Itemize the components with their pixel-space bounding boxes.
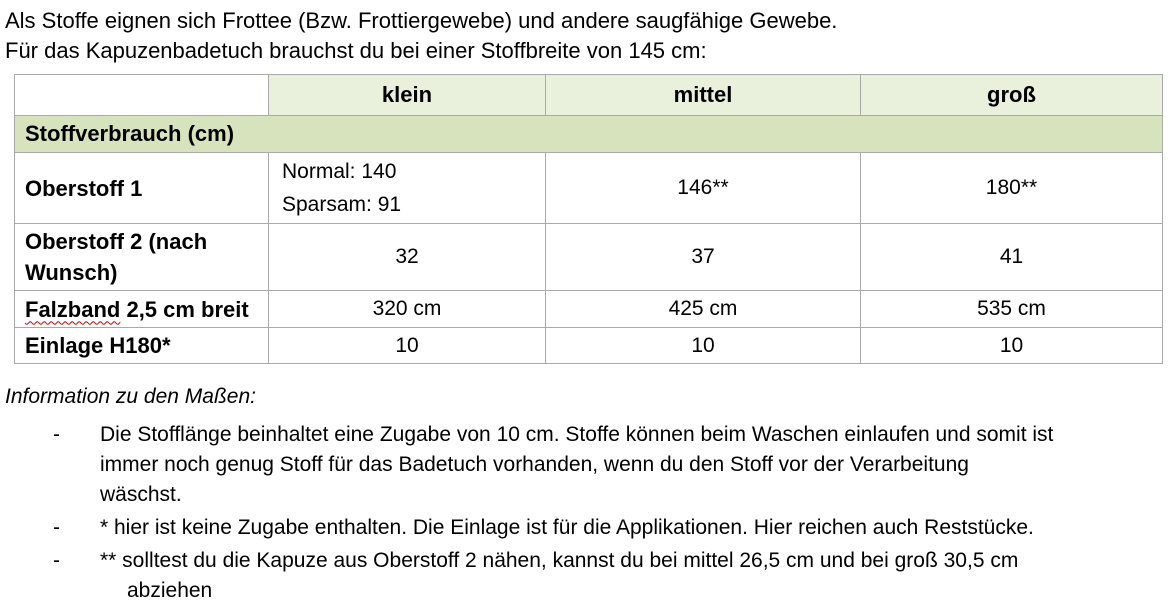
cell-gross: 41 <box>861 224 1163 291</box>
header-gross: groß <box>861 75 1163 116</box>
table-row-oberstoff-1 <box>15 153 1163 224</box>
bullet-text: ** solltest du die Kapuze aus Oberstoff 2 nähen, kannst du bei mittel 26,5 cm und bei groß 30,5 cm <box>100 549 1019 572</box>
bullet-continuation: abziehen <box>127 579 213 602</box>
cell-gross: 10 <box>861 328 1163 364</box>
bullet-marker: - <box>53 549 60 572</box>
bullet-text: Die Stofflänge beinhaltet eine Zugabe von 10 cm. Stoffe können beim Waschen einlaufen und somit ist immer noch genug Stoff für das Badetuch vorhanden, wenn du den Stoff vor der Verarbeitung wäschst. <box>100 423 1054 506</box>
section-header-cell: Stoffverbrauch (cm) <box>15 116 1163 153</box>
notes-heading: Information zu den Maßen: <box>5 385 256 408</box>
value-normal: Normal: 140 <box>282 160 397 183</box>
misspelled-word: Falzband <box>25 296 121 322</box>
row-label-rest: 2,5 cm breit <box>120 296 249 322</box>
bullet-text: * hier ist keine Zugabe enthalten. Die Einlage ist für die Applikationen. Hier reichen auch Reststücke. <box>100 516 1034 539</box>
cell-gross: 180** <box>861 153 1163 224</box>
table-row-einlage <box>15 328 1163 364</box>
cell-mittel: 37 <box>546 224 861 291</box>
cell-klein: 32 <box>269 224 546 291</box>
list-item <box>53 513 1169 543</box>
fabric-requirements-table <box>14 74 1163 364</box>
cell-mittel: 425 cm <box>546 291 861 328</box>
cell-klein <box>269 153 546 224</box>
header-klein: klein <box>269 75 546 116</box>
list-item <box>53 420 1169 510</box>
intro-line-2: Für das Kapuzenbadetuch brauchst du bei einer Stoffbreite von 145 cm: <box>5 38 707 63</box>
corner-cell <box>15 75 269 116</box>
row-label: Oberstoff 2 (nach Wunsch) <box>15 224 269 291</box>
notes-list <box>53 420 1169 606</box>
header-mittel: mittel <box>546 75 861 116</box>
table-row-falzband <box>15 291 1163 328</box>
bullet-marker: - <box>53 423 60 446</box>
table-row-oberstoff-2 <box>15 224 1163 291</box>
cell-klein: 320 cm <box>269 291 546 328</box>
section-header-row <box>15 116 1163 153</box>
value-sparsam: Sparsam: 91 <box>282 193 402 216</box>
row-label <box>15 291 269 328</box>
row-label: Oberstoff 1 <box>15 153 269 224</box>
intro-line-1: Als Stoffe eignen sich Frottee (Bzw. Frottiergewebe) und andere saugfähige Gewebe. <box>5 8 838 33</box>
row-label: Einlage H180* <box>15 328 269 364</box>
cell-klein: 10 <box>269 328 546 364</box>
list-item <box>53 546 1169 606</box>
cell-mittel: 10 <box>546 328 861 364</box>
bullet-marker: - <box>53 516 60 539</box>
cell-mittel: 146** <box>546 153 861 224</box>
size-header-row <box>15 75 1163 116</box>
cell-gross: 535 cm <box>861 291 1163 328</box>
